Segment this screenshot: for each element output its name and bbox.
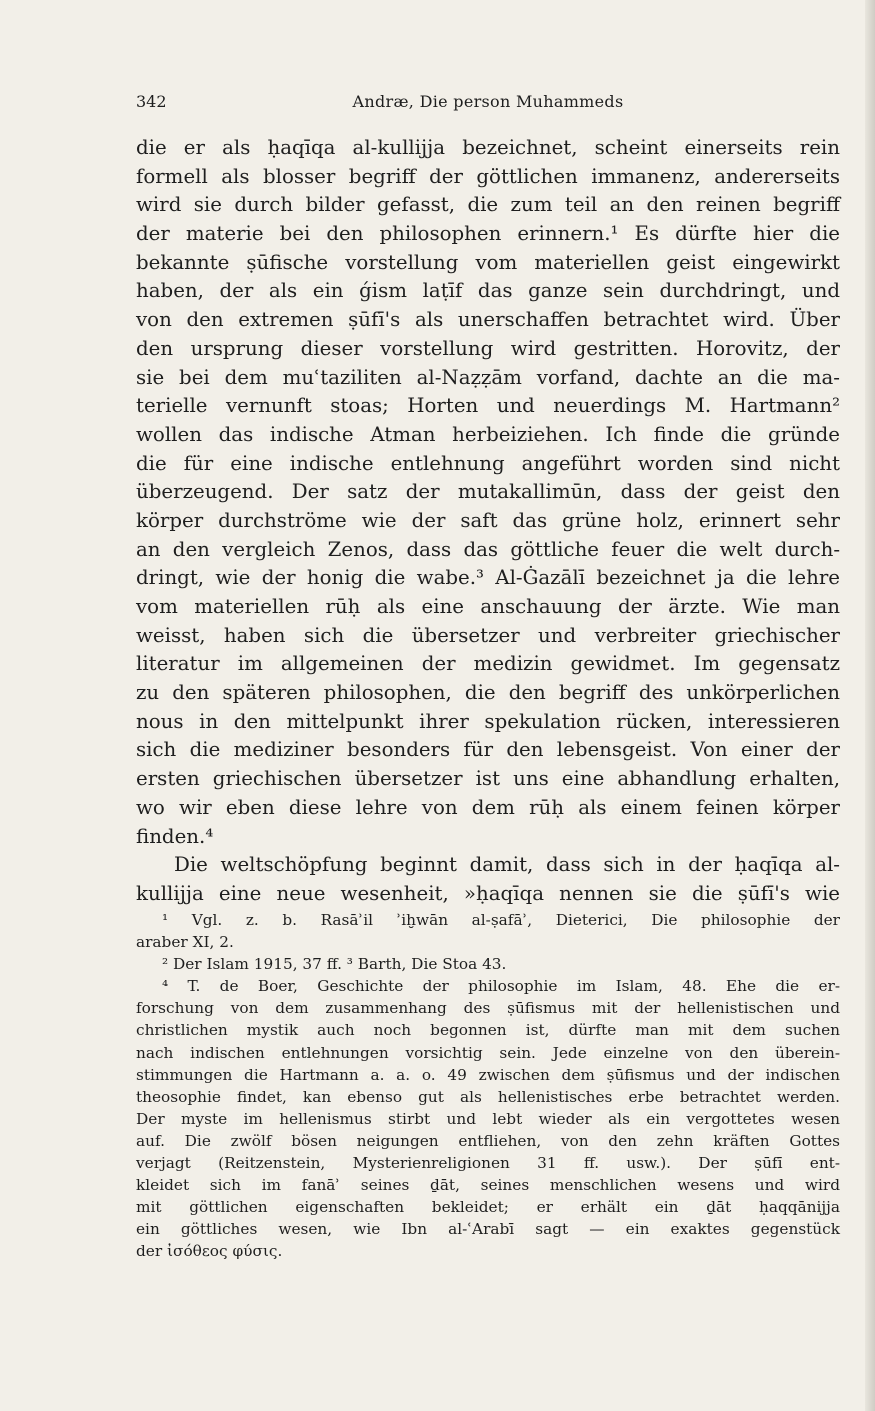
body-line: den ursprung dieser vorstellung wird gestritten. Horovitz, der: [136, 336, 840, 360]
page-header: [136, 92, 840, 114]
body-line: die er als ḥaqīqa al-kullijja bezeichnet, scheint einerseits rein: [136, 136, 840, 159]
body-line: terielle vernunft stoas; Horten und neuerdings M. Hartmann²: [136, 394, 840, 418]
body-line: zu den späteren philosophen, die den begriff des unkörperlichen: [136, 681, 840, 705]
body-line: nous in den mittelpunkt ihrer spekulation rücken, interessieren: [136, 709, 840, 733]
body-line: dringt, wie der honig die wabe.³ Al-Ġazālī bezeichnet ja die lehre: [136, 566, 840, 590]
body-line: wollen das indische Atman herbeiziehen. Ich finde die gründe: [136, 422, 840, 446]
body-line: Die weltschöpfung beginnt damit, dass sich in der ḥaqīqa al-: [174, 853, 840, 877]
footnote-line: kleidet sich im fanāʾ seines ḏāt, seines menschlichen wesens und wird: [136, 1176, 840, 1195]
footnote-line: der ἰσόθεος φύσις.: [136, 1242, 283, 1261]
footnote-line: ² Der Islam 1915, 37 ff. ³ Barth, Die Stoa 43.: [162, 955, 507, 974]
footnote-line: christlichen mystik auch noch begonnen ist, dürfte man mit dem suchen: [136, 1021, 840, 1040]
body-line: sie bei dem muʿtaziliten al-Naẓẓām vorfand, dachte an die ma-: [136, 365, 840, 389]
body-line: kullijja eine neue wesenheit, »ḥaqīqa nennen sie die ṣūfī's wie: [136, 881, 840, 905]
body-line: die für eine indische entlehnung angeführt worden sind nicht: [136, 451, 840, 475]
body-line: körper durchströme wie der saft das grüne holz, erinnert sehr: [136, 508, 840, 532]
footnote-line: ein göttliches wesen, wie Ibn al-ʿArabī sagt — ein exaktes gegenstück: [136, 1220, 840, 1239]
body-line: bekannte ṣūfische vorstellung vom materiellen geist eingewirkt: [136, 250, 840, 274]
footnote-line: nach indischen entlehnungen vorsichtig sein. Jede einzelne von den überein-: [136, 1043, 840, 1062]
body-line: überzeugend. Der satz der mutakallimūn, dass der geist den: [136, 480, 840, 504]
footnote-line: ¹ Vgl. z. b. Rasāʾil ʾiḫwān al-ṣafāʾ, Dieterici, Die philosophie der: [162, 911, 840, 929]
page-edge-shadow: [865, 0, 875, 1411]
body-line: haben, der als ein ǵism laṭīf das ganze sein durchdringt, und: [136, 279, 840, 303]
footnote-line: theosophie findet, kan ebenso gut als hellenistisches erbe betrachtet werden.: [136, 1087, 840, 1106]
body-line: vom materiellen rūḥ als eine anschauung der ärzte. Wie man: [136, 595, 840, 618]
footnotes: [136, 909, 840, 1263]
footnote-line: araber XI, 2.: [136, 933, 234, 952]
body-line: der materie bei den philosophen erinnern.¹ Es dürfte hier die: [136, 222, 840, 246]
footnote-line: Der myste im hellenismus stirbt und lebt wieder als ein vergottetes wesen: [136, 1109, 840, 1128]
body-line: finden.⁴: [136, 824, 214, 848]
footnote-line: verjagt (Reitzenstein, Mysterienreligionen 31 ff. usw.). Der ṣūfī ent-: [136, 1154, 840, 1173]
body-text: [136, 134, 840, 909]
footnote-line: mit göttlichen eigenschaften bekleidet; er erhält ein ḏāt ḥaqqānijja: [136, 1198, 840, 1217]
body-line: formell als blosser begriff der göttlichen immanenz, andererseits: [136, 164, 840, 188]
running-head: Andræ, Die person Muhammeds: [352, 92, 624, 111]
page-number: 342: [136, 92, 167, 111]
body-line: wo wir eben diese lehre von dem rūḥ als einem feinen körper: [136, 795, 840, 819]
footnote-line: auf. Die zwölf bösen neigungen entfliehen, von den zehn kräften Gottes: [136, 1131, 840, 1150]
body-line: weisst, haben sich die übersetzer und verbreiter griechischer: [136, 623, 840, 647]
footnote-line: stimmungen die Hartmann a. a. o. 49 zwischen dem ṣūfismus und der indischen: [136, 1065, 840, 1084]
body-line: an den vergleich Zenos, dass das göttliche feuer die welt durch-: [136, 537, 840, 561]
footnote-line: forschung von dem zusammenhang des ṣūfismus mit der hellenistischen und: [136, 999, 840, 1018]
footnote-line: ⁴ T. de Boer, Geschichte der philosophie im Islam, 48. Ehe die er-: [162, 977, 840, 996]
body-line: wird sie durch bilder gefasst, die zum teil an den reinen begriff: [136, 193, 840, 217]
body-line: von den extremen ṣūfī's als unerschaffen betrachtet wird. Über: [136, 308, 840, 332]
body-line: literatur im allgemeinen der medizin gewidmet. Im gegensatz: [136, 652, 840, 676]
body-line: sich die mediziner besonders für den lebensgeist. Von einer der: [136, 738, 840, 762]
body-line: ersten griechischen übersetzer ist uns eine abhandlung erhalten,: [136, 767, 840, 791]
